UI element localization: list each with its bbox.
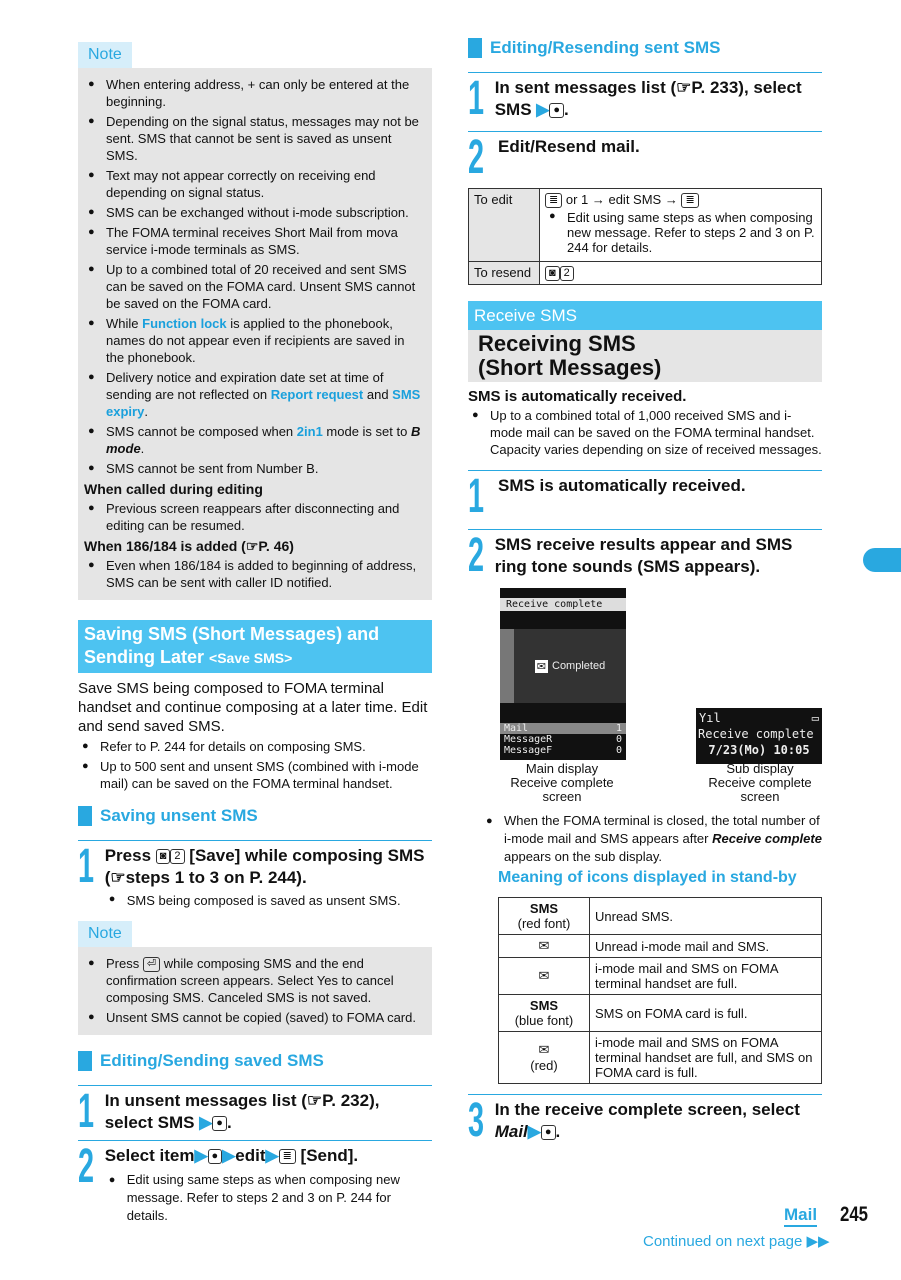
t: Completed <box>552 660 606 673</box>
subheading: When called during editing <box>84 481 263 497</box>
note-item: ● SMS can be exchanged without i-mode subscription. <box>84 204 426 221</box>
t: 7/23(Mo) 10:05 <box>708 743 810 758</box>
function-lock-link[interactable]: Function lock <box>142 316 227 331</box>
step-number: 3 <box>468 1094 485 1148</box>
report-request-link[interactable]: Report request <box>270 387 364 402</box>
note-box <box>78 947 432 1035</box>
t: screen <box>740 789 780 805</box>
t: screen <box>542 789 582 805</box>
heading-editing-saved: Editing/Sending saved SMS <box>78 1051 432 1071</box>
text: . <box>144 404 148 419</box>
t: Receive complete <box>712 831 822 847</box>
text: Delivery notice and expiration date set at time of sending are not reflected on <box>106 370 384 402</box>
continued-link[interactable]: Continued on next page ▶▶ <box>643 1233 830 1250</box>
battery-icon: ▭ <box>811 711 819 726</box>
screen-list <box>500 723 626 756</box>
step-text <box>105 1145 432 1167</box>
t: (red) <box>530 1058 558 1074</box>
main-caption <box>482 762 642 804</box>
sms-icon: SMS <box>529 901 559 917</box>
step-number: 1 <box>468 470 485 524</box>
t: Sub display <box>726 761 794 777</box>
page-title <box>468 330 822 382</box>
desc: i-mode mail and SMS on FOMA terminal handset are full. <box>590 958 822 995</box>
subheading: When 186/184 is added (☞P. 46) <box>84 538 294 554</box>
step-2 <box>468 131 822 184</box>
intro: Save SMS being composed to FOMA terminal handset and continue composing at a later time. Edit and send saved SMS. <box>78 680 428 735</box>
sub-caption <box>680 762 840 804</box>
t: appears on the sub display. <box>504 849 663 865</box>
menu-key-icon: ≣ <box>545 193 562 208</box>
step-number: 1 <box>78 840 95 893</box>
screen-header: Receive complete <box>500 598 626 611</box>
note-item: ● Depending on the signal status, messages may not be sent. SMS that cannot be sent is saved as unsent SMS. <box>84 113 426 164</box>
signal-icon: Yıl <box>699 711 721 726</box>
key-2-icon: 2 <box>170 849 184 864</box>
step-text: Edit/Resend mail. <box>498 137 640 156</box>
note-label: Note <box>78 42 132 68</box>
left-column <box>78 42 432 1228</box>
note-item: ● When entering address, + can only be entered at the beginning. <box>84 76 426 110</box>
text: . <box>140 441 145 456</box>
t: edit <box>235 1146 266 1166</box>
step-number: 2 <box>468 529 485 583</box>
cell-value <box>540 262 822 285</box>
screen-row <box>500 723 626 734</box>
icons-heading: Meaning of icons displayed in stand-by <box>498 869 797 887</box>
sms-expiry-link[interactable]: SMS expiry <box>106 387 421 419</box>
note-item <box>84 369 426 420</box>
t: (Short Messages) <box>478 355 662 381</box>
t: [Save] while composing SMS (☞steps 1 to 3 on P. 244). <box>104 846 425 887</box>
list-item: ● Up to a combined total of 1,000 received SMS and i-mode mail can be saved on the FOMA terminal handset. Capacity varies depending on size of received messages. <box>468 407 822 458</box>
screens <box>468 588 822 808</box>
screen-row <box>500 745 626 756</box>
step-number: 2 <box>78 1140 95 1194</box>
arrow-icon: ▶ <box>199 1113 213 1133</box>
icon-cell <box>499 958 590 995</box>
list-item <box>482 812 822 866</box>
step-1 <box>468 72 822 125</box>
t: MessageF <box>504 745 553 757</box>
t: In unsent messages list (☞P. 232), select SMS <box>104 1091 380 1133</box>
step-text: In unsent messages list (☞P. 232), select SMS ▶ ● . <box>104 1091 380 1133</box>
right-column <box>468 38 822 1148</box>
desc: i-mode mail and SMS on FOMA terminal handset are full, and SMS on FOMA card is full. <box>590 1032 822 1084</box>
t: Mail <box>504 723 529 735</box>
t: Receive complete <box>698 727 814 742</box>
t: Receiving SMS <box>478 331 636 357</box>
key-icon: 2 <box>560 266 574 281</box>
t: Press <box>104 846 152 865</box>
note-item <box>84 955 426 1006</box>
b-mode: B mode <box>106 424 421 456</box>
sub-display-screen <box>696 708 822 764</box>
menu-key-icon: ≣ <box>279 1149 296 1164</box>
center-key-icon: ● <box>549 103 564 118</box>
desc: SMS on FOMA card is full. <box>590 995 822 1032</box>
mail-full-icon: ✉ <box>538 968 550 984</box>
step-text: SMS is automatically received. <box>498 476 746 496</box>
desc: Unread SMS. <box>590 898 822 935</box>
text: mode is set to <box>322 424 411 439</box>
completed-panel <box>500 629 626 703</box>
screen-row <box>500 734 626 745</box>
t: while composing SMS and the end confirmation screen appears. Select Yes to cancel composing SMS. Canceled SMS is not saved. <box>106 956 394 1006</box>
arrow-icon: ▶ <box>527 1122 541 1142</box>
t: [Send]. <box>300 1146 359 1166</box>
step-text: In sent messages list (☞P. 233), select SMS ▶ ● . <box>494 78 802 119</box>
note-item <box>84 315 426 366</box>
t: Receive complete <box>708 775 812 791</box>
list-item: ● Edit using same steps as when composing new message. Refer to steps 2 and 3 on P. 244 for details. <box>545 210 816 255</box>
lead: SMS is automatically received. <box>468 388 687 406</box>
arrow-icon: ▶ <box>265 1146 279 1166</box>
sms-icon: SMS <box>529 998 559 1014</box>
t: Main display <box>525 761 599 777</box>
note-item: ● Text may not appear correctly on receiving end depending on signal status. <box>84 167 426 201</box>
note-item: ● Up to a combined total of 20 received and sent SMS can be saved on the FOMA card. Unsent SMS cannot be saved on the FOMA card. <box>84 261 426 312</box>
section-title <box>78 620 432 673</box>
step-3 <box>468 1094 822 1148</box>
step-1 <box>468 470 822 524</box>
tag: <Save SMS> <box>209 650 293 666</box>
t: In the receive complete screen, select <box>494 1100 800 1120</box>
note-item: ● SMS cannot be sent from Number B. <box>84 460 426 477</box>
t: In sent messages list (☞P. 233), select SMS <box>494 78 802 119</box>
note-item <box>84 423 426 457</box>
mail-outline-icon: ✉ <box>538 1042 550 1058</box>
cell-value <box>540 189 822 262</box>
step-2 <box>78 1140 432 1228</box>
status <box>696 710 822 726</box>
center-key-icon: ● <box>208 1149 223 1164</box>
note-item: ● Previous screen reappears after disconnecting and editing can be resumed. <box>84 500 426 534</box>
step-text: SMS receive results appear and SMS ring tone sounds (SMS appears). <box>494 535 793 577</box>
edit-resend-table <box>468 188 822 285</box>
t: or 1 → edit SMS → <box>565 192 678 207</box>
step-number: 1 <box>468 72 485 125</box>
note-box <box>78 68 432 600</box>
t: When the FOMA terminal is closed, the total number of i-mode mail and SMS appears after <box>504 813 820 847</box>
footer-section: Mail <box>784 1205 817 1227</box>
t: (blue font) <box>514 1013 574 1029</box>
note-label: Note <box>78 921 132 947</box>
list-item: ● SMS being composed is saved as unsent SMS. <box>105 893 432 908</box>
menu-key-icon: ≣ <box>681 193 698 208</box>
note-item: ● The FOMA terminal receives Short Mail from mova service i-mode terminals as SMS. <box>84 224 426 258</box>
center-key-icon: ● <box>212 1116 227 1131</box>
list-item: ● Refer to P. 244 for details on composing SMS. <box>78 738 432 755</box>
note-item: ● Even when 186/184 is added to beginning of address, SMS can be sent with caller ID notified. <box>84 557 426 591</box>
step-text <box>105 845 432 889</box>
mail-sms-icon: ✉ <box>538 938 550 954</box>
end-key-icon: ⏎ <box>143 957 160 972</box>
t: MessageR <box>504 734 553 746</box>
note-item: ● Unsent SMS cannot be copied (saved) to FOMA card. <box>84 1009 426 1026</box>
main-display-screen <box>500 588 626 760</box>
cell-label: To edit <box>469 189 540 262</box>
list-item: ● Up to 500 sent and unsent SMS (combined with i-mode mail) can be saved on the FOMA terminal handset. <box>78 758 432 792</box>
heading-editing-sent: Editing/Resending sent SMS <box>468 38 822 58</box>
t: Receive complete <box>510 775 614 791</box>
arrow-icon: ▶ <box>536 100 550 119</box>
step-1 <box>78 840 432 911</box>
step-text: In the receive complete screen, select Mail▶ ● . <box>494 1100 800 1142</box>
icon-cell <box>499 1032 590 1084</box>
title: Saving SMS (Short Messages) and Sending Later <box>84 624 380 667</box>
arrow-icon: ▶ <box>194 1146 208 1166</box>
text: SMS cannot be composed when <box>106 424 297 439</box>
t: 0 <box>615 734 622 746</box>
2in1-link[interactable]: 2in1 <box>296 424 323 439</box>
step-1 <box>78 1085 432 1139</box>
t: Select item <box>104 1146 195 1166</box>
page-number: 245 <box>840 1203 869 1226</box>
heading-saving-unsent: Saving unsent SMS <box>78 806 432 826</box>
icons-table <box>498 897 822 1084</box>
desc: Unread i-mode mail and SMS. <box>590 935 822 958</box>
center-key-icon: ● <box>541 1125 556 1140</box>
text: While <box>106 316 143 331</box>
t: 1 <box>615 723 622 735</box>
chapter-tab <box>863 548 901 572</box>
icon-cell <box>499 995 590 1032</box>
section-bar: Receive SMS <box>468 301 822 330</box>
list-item: ● Edit using same steps as when composing new message. Refer to steps 2 and 3 on P. 244 for details. <box>105 1171 432 1225</box>
mail-icon: ✉ <box>536 660 546 673</box>
t: Mail <box>494 1122 528 1142</box>
step-number: 2 <box>468 131 485 184</box>
camera-key-icon: ◙ <box>545 266 560 281</box>
icon-cell <box>499 935 590 958</box>
text: and <box>363 387 393 402</box>
step-2 <box>468 529 822 583</box>
t: 0 <box>615 745 622 757</box>
t: Press <box>106 956 140 971</box>
t: (red font) <box>517 916 571 932</box>
icon-cell <box>499 898 590 935</box>
camera-key-icon: ◙ <box>156 849 171 864</box>
cell-label: To resend <box>469 262 540 285</box>
arrow-icon: ▶ <box>222 1146 236 1166</box>
text: is applied to the phonebook, names do not appear even if recipients are saved in the phonebook. <box>106 316 405 365</box>
step-number: 1 <box>78 1085 95 1139</box>
